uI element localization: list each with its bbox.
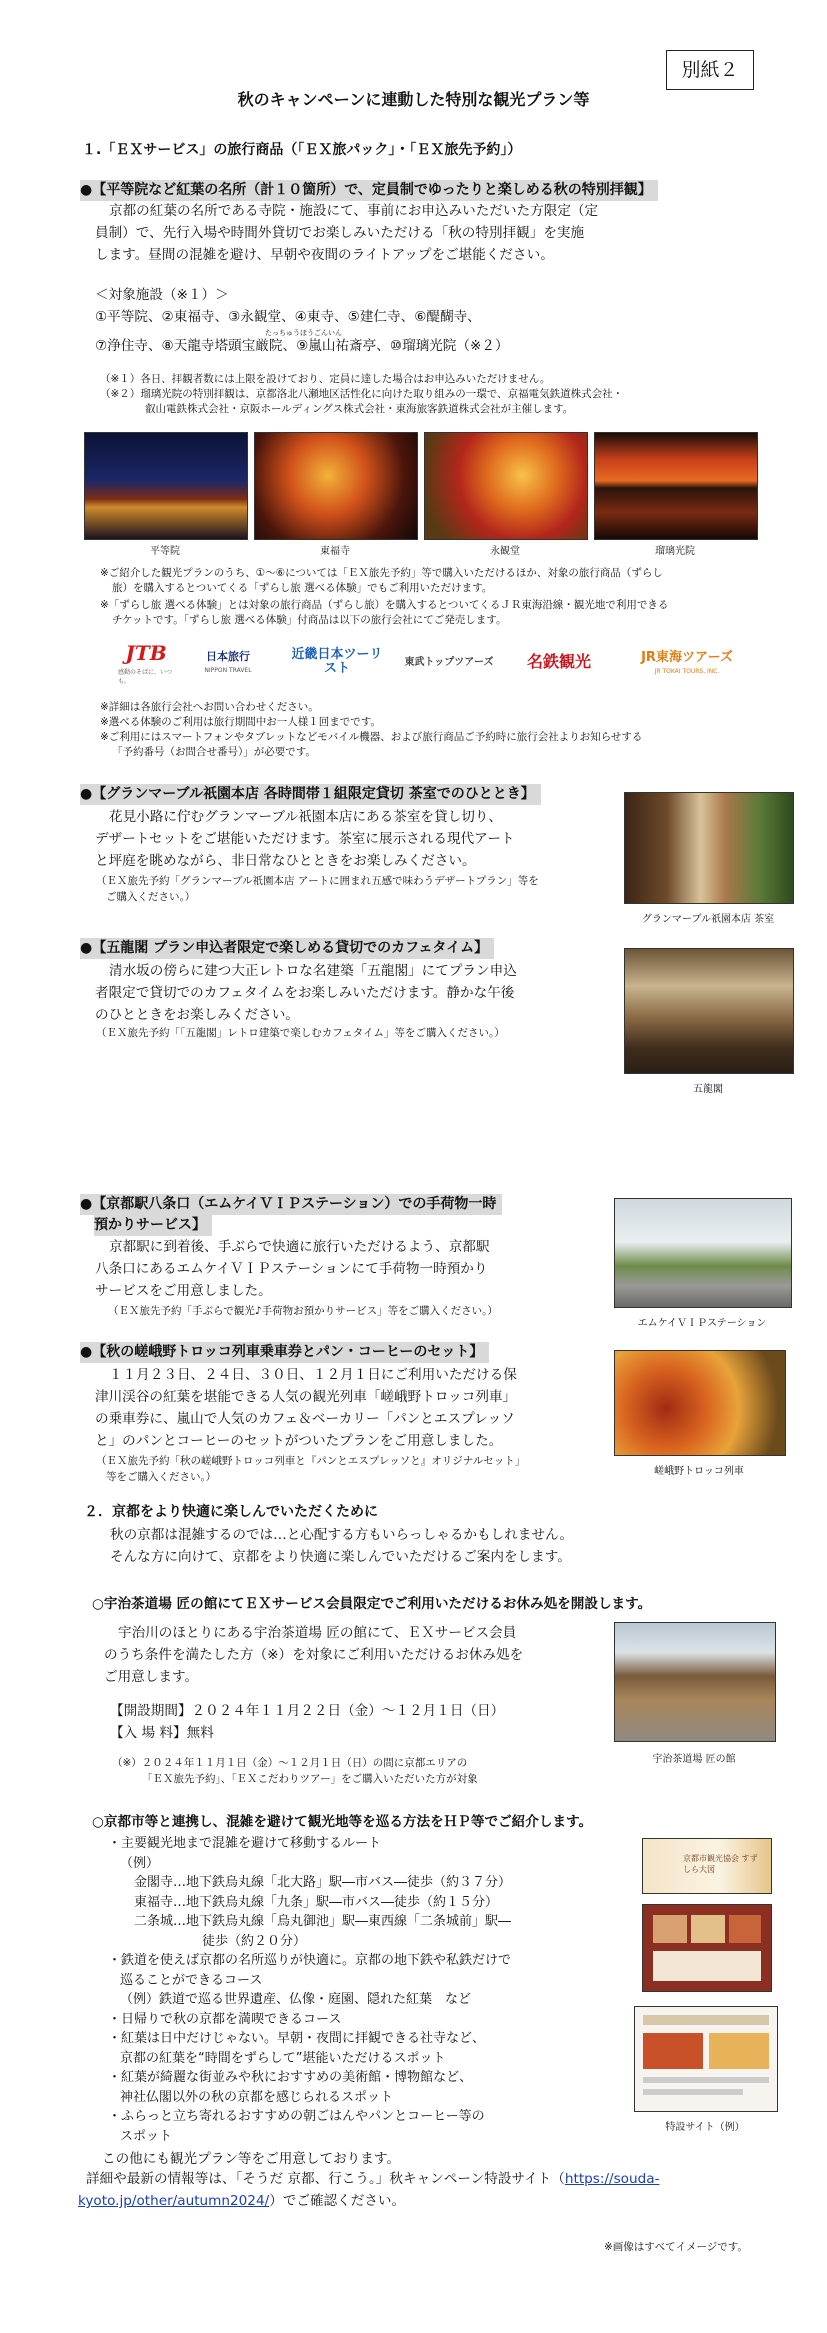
photo-caption: 五龍閣 bbox=[693, 1084, 723, 1095]
uji-title: ○宇治茶道場 匠の館にてＥＸサービス会員限定でご利用いただけるお休み処を開設します。 bbox=[92, 1596, 652, 1612]
logo-nippon-travel-sub: NIPPON TRAVEL bbox=[204, 666, 252, 674]
photo-caption: 特設サイト（例） bbox=[665, 2122, 745, 2133]
logo-nippon-travel-mark: 日本旅行 bbox=[206, 650, 250, 664]
route-line: 巡ることができるコース bbox=[120, 1972, 263, 1988]
page-title: 秋のキャンペーンに連動した特別な観光プラン等 bbox=[237, 90, 590, 109]
section1-heading: １.「ＥＸサービス」の旅行商品（「ＥＸ旅パック」・「ＥＸ旅先予約」） bbox=[82, 142, 522, 158]
routes-list bbox=[108, 1834, 628, 2146]
info1a: ※ご紹介した観光プランのうち、①～⑥については「ＥＸ旅先予約」等で購入いただけるほか、対象の旅行商品（ずらし bbox=[100, 567, 663, 579]
closing-line2 bbox=[86, 2168, 806, 2190]
photo-caption: 宇治茶道場 匠の館 bbox=[652, 1754, 736, 1765]
block3-body-line: のひとときをお楽しみください。 bbox=[95, 1007, 299, 1023]
photo-uji-takumi bbox=[614, 1622, 776, 1742]
uji-fee: 【入 場 料】無料 bbox=[110, 1725, 214, 1741]
section2-heading: ２．京都をより快適に楽しんでいただくために bbox=[84, 1504, 378, 1520]
photo-tofukuji bbox=[254, 432, 418, 540]
campaign-site-link-1[interactable]: https://souda- bbox=[564, 2171, 660, 2187]
info2b: チケットです。「ずらし旅 選べる体験」付商品は以下の旅行会社にてご発売します。 bbox=[112, 614, 507, 626]
route-line: スポット bbox=[120, 2128, 173, 2144]
logo-jr-tokai-tours bbox=[628, 644, 746, 680]
block1-body bbox=[95, 200, 775, 266]
logo-jtb-sub: 感動のそばに、いつも。 bbox=[118, 669, 173, 685]
block4-body-line: 八条口にあるエムケイＶＩＰステーションにて手荷物一時預かり bbox=[95, 1261, 488, 1277]
route-line: ・主要観光地まで混雑を避けて移動するルート bbox=[108, 1836, 382, 1851]
block1-body-line: 員制）で、先行入場や時間外貸切でお楽しみいただける「秋の特別拝観」を実施 bbox=[95, 225, 585, 241]
block5-body-line: １１月２３日、２４日、３０日、１２月１日にご利用いただける保 bbox=[109, 1367, 517, 1383]
uji-body-line: ご用意します。 bbox=[104, 1669, 199, 1685]
targets-label: ＜対象施設（※１）＞ bbox=[95, 287, 229, 303]
route-line: ・紅葉が綺麗な街並みや秋におすすめの美術館・博物館など、 bbox=[108, 2070, 473, 2085]
block4-note: （ＥＸ旅先予約「手ぶらで観光♪手荷物お預かりサービス」等をご購入ください。） bbox=[108, 1305, 498, 1317]
block1-body-line: します。昼間の混雑を避け、早朝や夜間のライトアップをご堪能ください。 bbox=[95, 247, 554, 263]
closing-line1: この他にも観光プラン等をご用意しております。 bbox=[102, 2151, 400, 2167]
block3-body bbox=[95, 960, 615, 1026]
logo-tobu-top-tours: 東武トップツアーズ bbox=[404, 656, 494, 668]
info1b: 旅）を購入するとついてくる「ずらし旅 選べる体験」でもご利用いただけます。 bbox=[112, 582, 493, 594]
section2-intro-line: そんな方に向けて、京都をより快適に楽しんでいただけるご案内をします。 bbox=[110, 1549, 571, 1565]
route-line: 二条城…地下鉄烏丸線「烏丸御池」駅―東西線「二条城前」駅― bbox=[134, 1914, 512, 1929]
logo-jr-tokai-tours-mark: JR東海ツアーズ bbox=[641, 649, 733, 665]
photo-caption: 瑠璃光院 bbox=[655, 546, 695, 557]
block2-note-a: （ＥＸ旅先予約「グランマーブル祇園本店 アートに囲まれ五感で味わうデザートプラン」等を bbox=[96, 875, 539, 887]
foot1: ※詳細は各旅行会社へお問い合わせください。 bbox=[100, 701, 319, 713]
uji-period: 【開設期間】２０２４年１１月２２日（金）～１２月１日（日） bbox=[110, 1703, 505, 1719]
block4-title-text-b: 預かりサービス】 bbox=[94, 1215, 212, 1236]
photo-mk-vip-station bbox=[614, 1198, 792, 1308]
photo-sagano-train bbox=[614, 1350, 786, 1456]
block1-body-line: 京都の紅葉の名所である寺院・施設にて、事前にお申込みいただいた方限定（定 bbox=[109, 203, 599, 219]
block1-title bbox=[80, 180, 658, 201]
logo-jr-tokai-tours-sub: JR TOKAI TOURS, INC. bbox=[654, 668, 720, 676]
block4-body-line: サービスをご用意しました。 bbox=[95, 1283, 272, 1299]
section2-intro-line: 秋の京都は混雑するのでは…と心配する方もいらっしゃるかもしれません。 bbox=[110, 1527, 574, 1543]
logo-jtb-mark: JTB bbox=[125, 641, 167, 665]
block2-title-text: ●【グランマーブル祇園本店 各時間帯１組限定貸切 茶室でのひととき】 bbox=[80, 784, 541, 805]
campaign-site-link-2[interactable]: kyoto.jp/other/autumn2024/ bbox=[78, 2193, 270, 2209]
photo-caption: 永観堂 bbox=[490, 546, 520, 557]
photo-byodoin bbox=[84, 432, 248, 540]
block5-body-line: と」のパンとコーヒーのセットがついたプランをご用意しました。 bbox=[95, 1433, 503, 1449]
foot3a: ※ご利用にはスマートフォンやタブレットなどモバイル機器、および旅行商品ご予約時に旅行会社よりお知らせする bbox=[100, 731, 643, 743]
block3-title bbox=[80, 938, 494, 959]
targets-ruby: たっちゅうほうごんいん bbox=[265, 329, 342, 337]
route-line: 京都の紅葉を“時間をずらして”堪能いただけるスポット bbox=[120, 2050, 446, 2066]
route-line: ・紅葉は日中だけじゃない。早朝・夜間に拝観できる社寺など、 bbox=[108, 2031, 486, 2046]
uji-body-line: のうち条件を満たした方（※）を対象にご利用いただけるお休み処を bbox=[104, 1647, 524, 1663]
block5-note-a: （ＥＸ旅先予約「秋の嵯峨野トロッコ列車と『パンとエスプレッソと』オリジナルセット」 bbox=[96, 1455, 526, 1467]
document-tag: 別紙２ bbox=[666, 50, 754, 90]
uji-note-b: 「ＥＸ旅先予約」、「ＥＸこだわりツアー」をご購入いただいた方が対象 bbox=[142, 1773, 478, 1785]
route-line: 金閣寺…地下鉄烏丸線「北大路」駅―市バス―徒歩（約３７分） bbox=[134, 1875, 512, 1890]
block5-body bbox=[95, 1364, 615, 1452]
block3-title-text: ●【五龍閣 プラン申込者限定で楽しめる貸切でのカフェタイム】 bbox=[80, 938, 494, 959]
photo-caption: 嵯峨野トロッコ列車 bbox=[654, 1466, 744, 1477]
block2-body-line: と坪庭を眺めながら、非日常なひとときをお楽しみください。 bbox=[95, 853, 476, 869]
image-note: ※画像はすべてイメージです。 bbox=[604, 2241, 748, 2253]
info2a: ※「ずらし旅 選べる体験」とは対象の旅行商品（ずらし旅）を購入するとついてくるＪＲ東海沿線・観光地で利用できる bbox=[100, 599, 669, 611]
photo-eikando bbox=[424, 432, 588, 540]
photo-caption: グランマーブル祇園本店 茶室 bbox=[641, 914, 775, 925]
logo-knt: 近畿日本ツーリスト bbox=[291, 647, 383, 676]
block3-note: （ＥＸ旅先予約「「五龍閣」レトロ建築で楽しむカフェタイム」等をご購入ください。） bbox=[96, 1027, 505, 1039]
uji-note-a: （※）２０２４年１１月１日（金）～１２月１日（日）の間に京都エリアの bbox=[112, 1757, 468, 1769]
photo-caption: 平等院 bbox=[150, 546, 180, 557]
photo-grand-marble bbox=[624, 792, 794, 904]
route-line: 神社仏閣以外の秋の京都を感じられるスポット bbox=[120, 2089, 394, 2105]
logo-jtb bbox=[118, 641, 174, 685]
block4-body-line: 京都駅に到着後、手ぶらで快適に旅行いただけるよう、京都駅 bbox=[109, 1239, 490, 1255]
closing-text-b: ）でご確認ください。 bbox=[269, 2193, 406, 2209]
block1-title-text: ●【平等院など紅葉の名所（計１０箇所）で、定員制でゆったりと楽しめる秋の特別拝観】 bbox=[80, 180, 658, 201]
closing-text-a: 詳細や最新の情報等は、「そうだ 京都、行こう。」秋キャンペーン特設サイト（ bbox=[86, 2171, 565, 2187]
block3-body-line: 清水坂の傍らに建つ大正レトロな名建築「五龍閣」にてプラン申込 bbox=[109, 963, 517, 979]
block5-title bbox=[80, 1342, 489, 1363]
photo-caption: 東福寺 bbox=[320, 546, 350, 557]
route-line: ・鉄道を使えば京都の名所巡りが快適に。京都の地下鉄や私鉄だけで bbox=[108, 1953, 512, 1968]
uji-body-line: 宇治川のほとりにある宇治茶道場 匠の館にて、ＥＸサービス会員 bbox=[118, 1625, 517, 1641]
targets-line2: ⑦浄住寺、⑧天龍寺塔頭宝厳院、⑨嵐山祐斎亭、⑩瑠璃光院（※２） bbox=[95, 338, 509, 354]
logo-meitetsu: 名鉄観光 bbox=[526, 652, 591, 671]
photo-rurikoin bbox=[594, 432, 758, 540]
site-thumb-3 bbox=[634, 2006, 778, 2112]
block3-body-line: 者限定で貸切でのカフェタイムをお楽しみいただけます。静かな午後 bbox=[95, 985, 515, 1001]
photo-caption: エムケイＶＩＰステーション bbox=[637, 1318, 767, 1329]
route-line: ・ふらっと立ち寄れるおすすめの朝ごはんやパンとコーヒー等の bbox=[108, 2109, 485, 2124]
block5-title-text: ●【秋の嵯峨野トロッコ列車乗車券とパン・コーヒーのセット】 bbox=[80, 1342, 489, 1363]
route-line: （例） bbox=[120, 1855, 160, 1871]
block5-note-b: 等をご購入ください。） bbox=[106, 1471, 217, 1483]
logo-nippon-travel bbox=[192, 644, 264, 680]
block2-title bbox=[80, 784, 541, 805]
block1-note2b: 叡山電鉄株式会社・京阪ホールディングス株式会社・東海旅客鉄道株式会社が主催します。 bbox=[145, 403, 574, 415]
block1-note1: （※１）各日、拝観者数には上限を設けており、定員に達した場合はお申込みいただけません。 bbox=[100, 373, 551, 385]
block5-body-line: 津川渓谷の紅葉を堪能できる人気の観光列車「嵯峨野トロッコ列車」 bbox=[95, 1389, 517, 1405]
routes-title: ○京都市等と連携し、混雑を避けて観光地等を巡る方法をＨＰ等でご紹介します。 bbox=[92, 1814, 593, 1830]
block4-title bbox=[80, 1194, 502, 1236]
closing-line3 bbox=[78, 2190, 798, 2212]
uji-body bbox=[104, 1622, 624, 1688]
foot2: ※選べる体験のご利用は旅行期間中お一人様１回までです。 bbox=[100, 716, 381, 728]
route-line: 東福寺…地下鉄烏丸線「九条」駅―市バス―徒歩（約１５分） bbox=[134, 1894, 499, 1910]
foot3b: 「予約番号（お問合せ番号）」が必要です。 bbox=[112, 746, 316, 758]
site-thumb-1 bbox=[642, 1838, 772, 1894]
targets-line1: ①平等院、②東福寺、③永観堂、④東寺、⑤建仁寺、⑥醍醐寺、 bbox=[95, 309, 481, 325]
photo-goryukaku bbox=[624, 948, 794, 1074]
block2-note-b: ご購入ください。） bbox=[106, 891, 196, 903]
section2-intro bbox=[110, 1524, 573, 1568]
block2-body-line: 花見小路に佇むグランマーブル祇園本店にある茶室を貸し切り、 bbox=[109, 809, 502, 825]
route-line: 徒歩（約２０分） bbox=[202, 1933, 307, 1949]
block1-note2a: （※２）瑠璃光院の特別拝観は、京都洛北八瀬地区活性化に向けた取り組みの一環で、京福電気鉄道株式会社・ bbox=[100, 388, 624, 400]
block2-body bbox=[95, 806, 615, 872]
site-thumb-2 bbox=[642, 1904, 772, 1992]
block2-body-line: デザートセットをご堪能いただけます。茶室に展示される現代アート bbox=[95, 831, 515, 847]
block4-title-text-a: ●【京都駅八条口（エムケイＶＩＰステーション）での手荷物一時 bbox=[80, 1194, 502, 1215]
block4-body bbox=[95, 1236, 615, 1302]
block5-body-line: の乗車券に、嵐山で人気のカフェ＆ベーカリー「パンとエスプレッソ bbox=[95, 1411, 515, 1427]
site-thumb-text: 京都市観光協会 すずしら大図 bbox=[683, 1854, 758, 1874]
route-line: （例）鉄道で巡る世界遺産、仏像・庭園、隠れた紅葉 など bbox=[120, 1992, 472, 2007]
route-line: ・日帰りで秋の京都を満喫できるコース bbox=[108, 2011, 342, 2027]
